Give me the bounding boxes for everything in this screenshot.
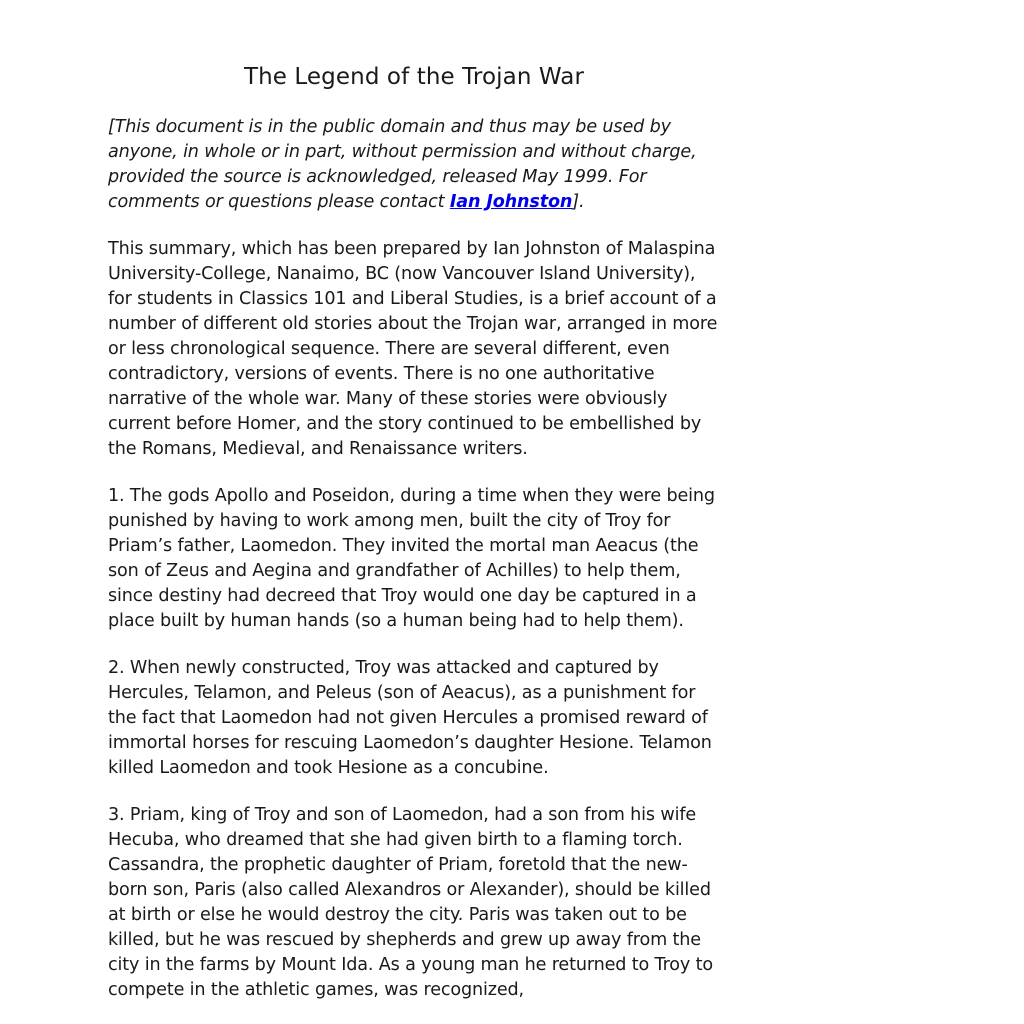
- public-domain-notice: [108, 115, 720, 215]
- document-page: [108, 58, 720, 1024]
- intro-paragraph: This summary, which has been prepared by Ian Johnston of Malaspina University-College, Nanaimo, BC (now Vancouver Island University), for students in Classics 101 and Liberal Studies, is a brief account of a number of different old stories about the Trojan war, arranged in more or less chronological sequence. There are several different, even contradictory, versions of events. There is no one authoritative narrative of the whole war. Many of these stories were obviously current before Homer, and the story continued to be embellished by the Romans, Medieval, and Renaissance writers.: [108, 239, 718, 459]
- contact-author-link[interactable]: Ian Johnston: [449, 192, 573, 212]
- page-title: The Legend of the Trojan War: [243, 64, 585, 90]
- notice-closing: ].: [572, 192, 585, 212]
- paragraph-1: 1. The gods Apollo and Poseidon, during a time when they were being punished by having to work among men, built the city of Troy for Priam’s father, Laomedon. They invited the mortal man Aeacus (the son of Zeus and Aegina and grandfather of Achilles) to help them, since destiny had decreed that Troy would one day be captured in a place built by human hands (so a human being had to help them).: [108, 486, 715, 631]
- paragraph-3: 3. Priam, king of Troy and son of Laomedon, had a son from his wife Hecuba, who dreamed that she had given birth to a flaming torch. Cassandra, the prophetic daughter of Priam, foretold that the new-born son, Paris (also called Alexandros or Alexander), should be killed at birth or else he would destroy the city. Paris was taken out to be killed, but he was rescued by shepherds and grew up away from the city in the farms by Mount Ida. As a young man he returned to Troy to compete in the athletic games, was recognized,: [108, 805, 713, 1000]
- paragraph-2: 2. When newly constructed, Troy was attacked and captured by Hercules, Telamon, and Peleus (son of Aeacus), as a punishment for the fact that Laomedon had not given Hercules a promised reward of immortal horses for rescuing Laomedon’s daughter Hesione. Telamon killed Laomedon and took Hesione as a concubine.: [108, 658, 712, 778]
- notice-text: [This document is in the public domain and thus may be used by anyone, in whole or in part, without permission and without charge, provided the source is acknowledged, released May 1999. For comments or questions please contact: [108, 117, 697, 212]
